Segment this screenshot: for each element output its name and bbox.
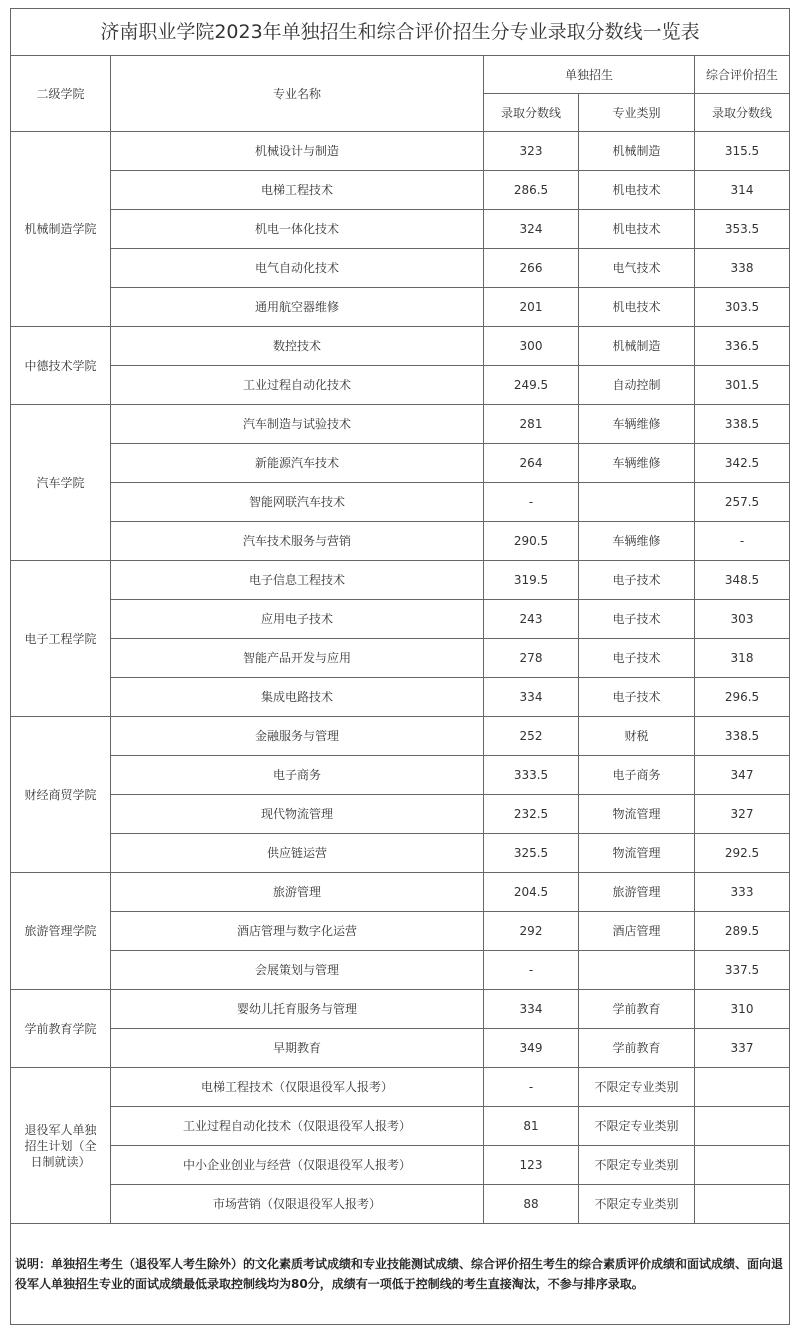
comp-score-cell: 310	[695, 990, 790, 1029]
major-cell: 集成电路技术	[111, 678, 484, 717]
single-score-cell: 324	[484, 210, 579, 249]
comp-score-cell	[695, 1068, 790, 1107]
table-row	[11, 327, 790, 366]
comp-score-cell: 348.5	[695, 561, 790, 600]
major-cell: 市场营销（仅限退役军人报考）	[111, 1185, 484, 1224]
single-score-cell: 243	[484, 600, 579, 639]
major-cell: 通用航空器维修	[111, 288, 484, 327]
table-row	[11, 873, 790, 912]
single-category-cell: 不限定专业类别	[579, 1068, 695, 1107]
comp-score-cell: 342.5	[695, 444, 790, 483]
header-college: 二级学院	[11, 56, 111, 132]
comp-score-cell: 289.5	[695, 912, 790, 951]
major-cell: 工业过程自动化技术	[111, 366, 484, 405]
comp-score-cell: 337	[695, 1029, 790, 1068]
major-cell: 智能网联汽车技术	[111, 483, 484, 522]
single-score-cell: 333.5	[484, 756, 579, 795]
single-category-cell: 机械制造	[579, 132, 695, 171]
comp-score-cell: 315.5	[695, 132, 790, 171]
single-score-cell: 88	[484, 1185, 579, 1224]
comp-score-cell: 336.5	[695, 327, 790, 366]
major-cell: 机械设计与制造	[111, 132, 484, 171]
score-table	[10, 8, 790, 1325]
single-score-cell: 290.5	[484, 522, 579, 561]
table-row	[11, 834, 790, 873]
table-row	[11, 366, 790, 405]
comp-score-cell: 347	[695, 756, 790, 795]
single-category-cell: 电子技术	[579, 600, 695, 639]
header-single-score: 录取分数线	[484, 94, 579, 132]
major-cell: 电气自动化技术	[111, 249, 484, 288]
major-cell: 电梯工程技术（仅限退役军人报考）	[111, 1068, 484, 1107]
single-category-cell: 电子商务	[579, 756, 695, 795]
page-title: 济南职业学院2023年单独招生和综合评价招生分专业录取分数线一览表	[11, 9, 790, 56]
table-row	[11, 1107, 790, 1146]
major-cell: 婴幼儿托育服务与管理	[111, 990, 484, 1029]
single-category-cell	[579, 951, 695, 990]
single-category-cell: 机电技术	[579, 210, 695, 249]
single-category-cell: 不限定专业类别	[579, 1146, 695, 1185]
major-cell: 早期教育	[111, 1029, 484, 1068]
comp-score-cell: 338	[695, 249, 790, 288]
table-row	[11, 288, 790, 327]
comp-score-cell: 327	[695, 795, 790, 834]
table-row	[11, 522, 790, 561]
table-row	[11, 249, 790, 288]
comp-score-cell: 338.5	[695, 405, 790, 444]
single-score-cell: 81	[484, 1107, 579, 1146]
header-single-admission: 单独招生	[484, 56, 695, 94]
comp-score-cell: 303.5	[695, 288, 790, 327]
major-cell: 现代物流管理	[111, 795, 484, 834]
major-cell: 数控技术	[111, 327, 484, 366]
single-score-cell: 286.5	[484, 171, 579, 210]
major-cell: 机电一体化技术	[111, 210, 484, 249]
single-score-cell: 323	[484, 132, 579, 171]
comp-score-cell: 337.5	[695, 951, 790, 990]
single-category-cell: 物流管理	[579, 795, 695, 834]
table-row	[11, 444, 790, 483]
single-score-cell: 281	[484, 405, 579, 444]
single-category-cell: 物流管理	[579, 834, 695, 873]
major-cell: 酒店管理与数字化运营	[111, 912, 484, 951]
note-row	[11, 1224, 790, 1325]
major-cell: 新能源汽车技术	[111, 444, 484, 483]
table-row	[11, 1146, 790, 1185]
header-comprehensive-admission: 综合评价招生	[695, 56, 790, 94]
single-category-cell: 旅游管理	[579, 873, 695, 912]
single-category-cell: 车辆维修	[579, 444, 695, 483]
comp-score-cell: -	[695, 522, 790, 561]
table-row	[11, 717, 790, 756]
single-category-cell: 机电技术	[579, 288, 695, 327]
table-row	[11, 795, 790, 834]
table-row	[11, 132, 790, 171]
table-row	[11, 990, 790, 1029]
table-row	[11, 951, 790, 990]
college-cell: 财经商贸学院	[11, 717, 111, 873]
single-score-cell: 319.5	[484, 561, 579, 600]
single-score-cell: 349	[484, 1029, 579, 1068]
table-row	[11, 756, 790, 795]
comp-score-cell	[695, 1185, 790, 1224]
major-cell: 会展策划与管理	[111, 951, 484, 990]
single-score-cell: 292	[484, 912, 579, 951]
college-cell: 退役军人单独招生计划（全日制就读）	[11, 1068, 111, 1224]
header-major: 专业名称	[111, 56, 484, 132]
single-score-cell: 232.5	[484, 795, 579, 834]
single-category-cell: 财税	[579, 717, 695, 756]
single-score-cell: 278	[484, 639, 579, 678]
header-single-category: 专业类别	[579, 94, 695, 132]
major-cell: 汽车制造与试验技术	[111, 405, 484, 444]
major-cell: 金融服务与管理	[111, 717, 484, 756]
single-score-cell: 334	[484, 990, 579, 1029]
single-score-cell: -	[484, 483, 579, 522]
table-row	[11, 1029, 790, 1068]
major-cell: 电子商务	[111, 756, 484, 795]
single-category-cell: 不限定专业类别	[579, 1107, 695, 1146]
single-category-cell: 电子技术	[579, 639, 695, 678]
single-score-cell: 204.5	[484, 873, 579, 912]
comp-score-cell: 257.5	[695, 483, 790, 522]
major-cell: 工业过程自动化技术（仅限退役军人报考）	[111, 1107, 484, 1146]
single-category-cell: 车辆维修	[579, 522, 695, 561]
comp-score-cell: 296.5	[695, 678, 790, 717]
comp-score-cell: 292.5	[695, 834, 790, 873]
comp-score-cell: 333	[695, 873, 790, 912]
table-row	[11, 561, 790, 600]
single-category-cell: 电子技术	[579, 561, 695, 600]
table-row	[11, 1068, 790, 1107]
single-score-cell: -	[484, 1068, 579, 1107]
major-cell: 智能产品开发与应用	[111, 639, 484, 678]
table-row	[11, 678, 790, 717]
college-cell: 电子工程学院	[11, 561, 111, 717]
single-score-cell: 300	[484, 327, 579, 366]
header-comp-score: 录取分数线	[695, 94, 790, 132]
table-row	[11, 405, 790, 444]
single-score-cell: 249.5	[484, 366, 579, 405]
note-text: 说明：单独招生考生（退役军人考生除外）的文化素质考试成绩和专业技能测试成绩、综合评价招生考生的综合素质评价成绩和面试成绩、面向退役军人单独招生专业的面试成绩最低录取控制线均为80分，成绩有一项低于控制线的考生直接淘汰，不参与排序录取。	[11, 1224, 790, 1325]
single-category-cell: 电子技术	[579, 678, 695, 717]
major-cell: 供应链运营	[111, 834, 484, 873]
comp-score-cell: 303	[695, 600, 790, 639]
table-row	[11, 483, 790, 522]
comp-score-cell: 318	[695, 639, 790, 678]
college-cell: 旅游管理学院	[11, 873, 111, 990]
major-cell: 旅游管理	[111, 873, 484, 912]
single-score-cell: -	[484, 951, 579, 990]
single-score-cell: 334	[484, 678, 579, 717]
major-cell: 中小企业创业与经营（仅限退役军人报考）	[111, 1146, 484, 1185]
table-row	[11, 600, 790, 639]
table-row	[11, 639, 790, 678]
comp-score-cell: 338.5	[695, 717, 790, 756]
major-cell: 电子信息工程技术	[111, 561, 484, 600]
single-category-cell: 学前教育	[579, 990, 695, 1029]
single-category-cell: 学前教育	[579, 1029, 695, 1068]
college-cell: 汽车学院	[11, 405, 111, 561]
comp-score-cell: 301.5	[695, 366, 790, 405]
single-score-cell: 266	[484, 249, 579, 288]
single-category-cell: 自动控制	[579, 366, 695, 405]
single-category-cell: 电气技术	[579, 249, 695, 288]
single-category-cell: 机械制造	[579, 327, 695, 366]
single-category-cell: 机电技术	[579, 171, 695, 210]
comp-score-cell	[695, 1107, 790, 1146]
comp-score-cell: 314	[695, 171, 790, 210]
college-cell: 学前教育学院	[11, 990, 111, 1068]
single-category-cell: 酒店管理	[579, 912, 695, 951]
major-cell: 汽车技术服务与营销	[111, 522, 484, 561]
college-cell: 中德技术学院	[11, 327, 111, 405]
single-score-cell: 123	[484, 1146, 579, 1185]
single-score-cell: 325.5	[484, 834, 579, 873]
table-row	[11, 171, 790, 210]
single-score-cell: 264	[484, 444, 579, 483]
comp-score-cell: 353.5	[695, 210, 790, 249]
admission-score-sheet	[10, 8, 789, 1325]
single-category-cell: 不限定专业类别	[579, 1185, 695, 1224]
single-score-cell: 252	[484, 717, 579, 756]
single-category-cell: 车辆维修	[579, 405, 695, 444]
single-score-cell: 201	[484, 288, 579, 327]
comp-score-cell	[695, 1146, 790, 1185]
college-cell: 机械制造学院	[11, 132, 111, 327]
table-row	[11, 210, 790, 249]
table-row	[11, 912, 790, 951]
major-cell: 电梯工程技术	[111, 171, 484, 210]
major-cell: 应用电子技术	[111, 600, 484, 639]
table-row	[11, 1185, 790, 1224]
single-category-cell	[579, 483, 695, 522]
